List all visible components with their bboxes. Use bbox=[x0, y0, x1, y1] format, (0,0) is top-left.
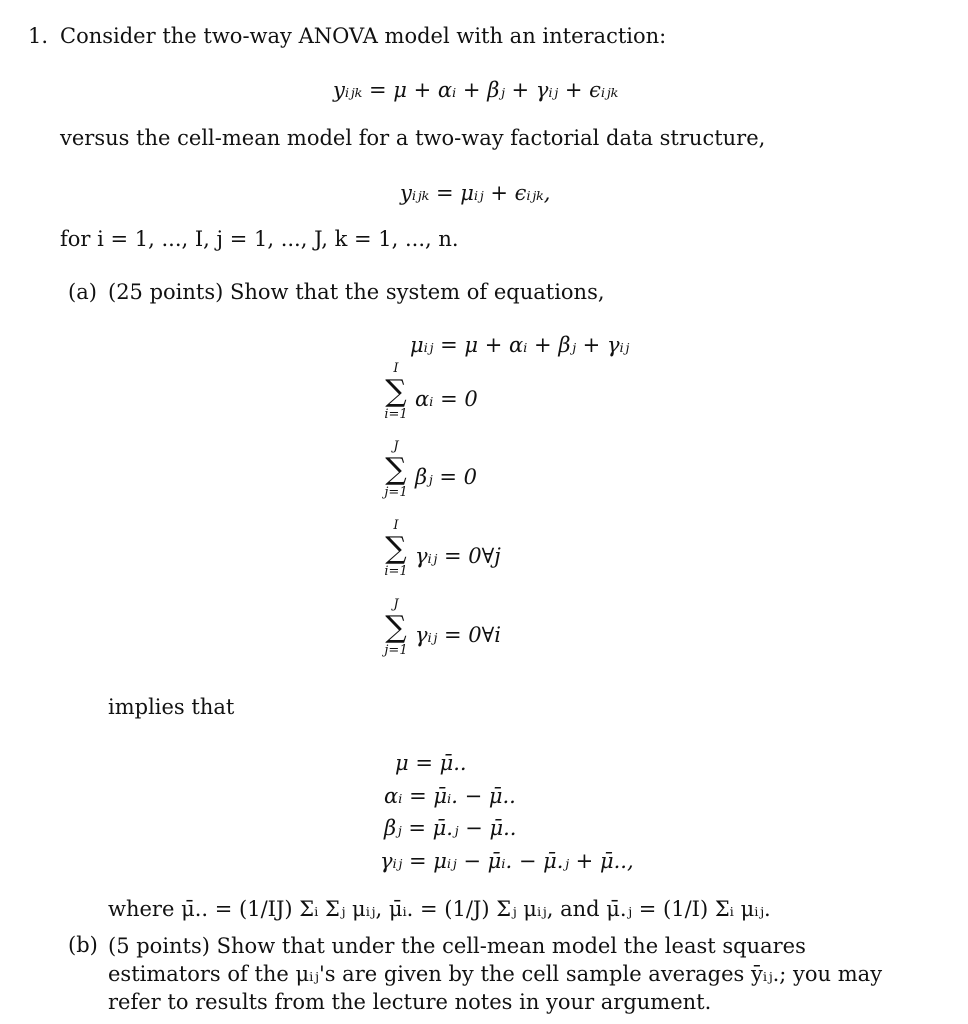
result-mu: μ = μ̄.. bbox=[395, 751, 467, 775]
sum-upper-limit: J bbox=[393, 439, 399, 454]
sum-upper-limit: J bbox=[393, 597, 399, 612]
constraint-gamma-j: γᵢⱼ = 0∀j bbox=[415, 544, 501, 568]
sigma-icon: ∑ bbox=[385, 374, 407, 409]
sum-lower-limit: j=1 bbox=[384, 643, 408, 658]
index-range-text: for i = 1, ..., I, j = 1, ..., J, k = 1, ..., n. bbox=[60, 227, 459, 251]
constraint-gamma-i: γᵢⱼ = 0∀i bbox=[415, 623, 502, 647]
sigma-icon: ∑ bbox=[385, 531, 407, 566]
equation-cell-mean-model: yᵢⱼₖ = μᵢⱼ + ϵᵢⱼₖ, bbox=[400, 181, 551, 205]
result-gamma: γᵢⱼ = μᵢⱼ − μ̄ᵢ. − μ̄.ⱼ + μ̄.., bbox=[380, 849, 634, 873]
equation-interaction-model: yᵢⱼₖ = μ + αᵢ + βⱼ + γᵢⱼ + ϵᵢⱼₖ bbox=[333, 78, 619, 102]
constraint-beta: βⱼ = 0 bbox=[415, 465, 477, 489]
sigma-icon: ∑ bbox=[385, 452, 407, 487]
sum-upper-limit: I bbox=[393, 518, 399, 533]
sum-lower-limit: j=1 bbox=[384, 485, 408, 500]
part-b-text: (5 points) Show that under the cell-mean model the least squares estimators of the μᵢⱼ's are given by the cell sample averages ȳᵢⱼ.; you may refer to results from the lecture notes in your argument. bbox=[108, 934, 883, 1014]
sum-upper-limit: I bbox=[393, 361, 399, 376]
part-a-label: (a) bbox=[68, 280, 97, 304]
where-definitions: where μ̄.. = (1/IJ) Σᵢ Σⱼ μᵢⱼ, μ̄ᵢ. = (1/J) Σⱼ μᵢⱼ, and μ̄.ⱼ = (1/I) Σᵢ μᵢⱼ. bbox=[108, 897, 771, 921]
sigma-icon: ∑ bbox=[385, 610, 407, 645]
equation-cell-decomposition: μᵢⱼ = μ + αᵢ + βⱼ + γᵢⱼ bbox=[410, 333, 630, 357]
versus-text: versus the cell-mean model for a two-way factorial data structure, bbox=[60, 126, 766, 150]
part-b-label: (b) bbox=[68, 933, 98, 957]
part-a-header: (25 points) Show that the system of equations, bbox=[108, 280, 605, 304]
result-alpha: αᵢ = μ̄ᵢ. − μ̄.. bbox=[384, 784, 516, 808]
problem-intro: Consider the two-way ANOVA model with an interaction: bbox=[60, 24, 667, 48]
constraint-alpha: αᵢ = 0 bbox=[415, 387, 478, 411]
implies-text: implies that bbox=[108, 695, 235, 719]
problem-number: 1. bbox=[28, 24, 49, 48]
result-beta: βⱼ = μ̄.ⱼ − μ̄.. bbox=[384, 816, 517, 840]
sum-lower-limit: i=1 bbox=[384, 564, 408, 579]
sum-lower-limit: i=1 bbox=[384, 407, 408, 422]
